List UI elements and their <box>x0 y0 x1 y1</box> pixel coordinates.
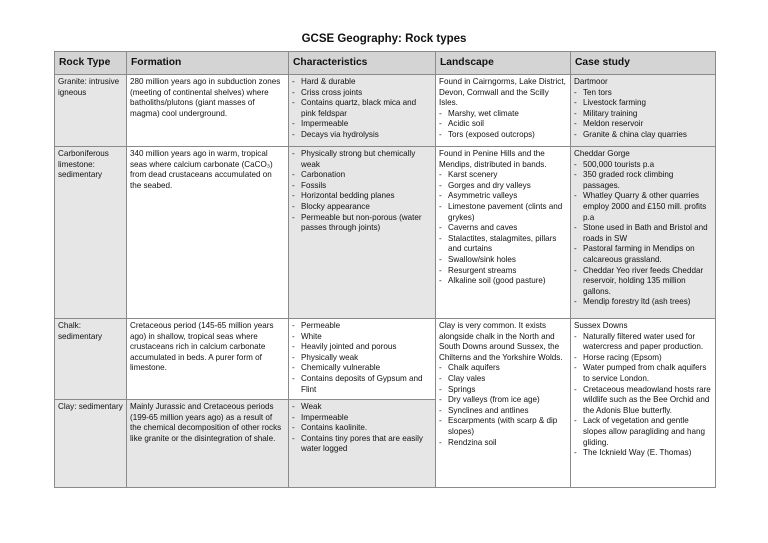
landscape-cell <box>436 147 571 319</box>
list-item: - Chemically vulnerable <box>292 363 432 374</box>
list-item: - Decays via hydrolysis <box>292 130 432 141</box>
list-item: - Clay vales <box>439 374 567 385</box>
list-item: - Physically strong but chemically weak <box>292 149 432 170</box>
case-study-cell <box>571 147 716 319</box>
list-item: - Livestock farming <box>574 98 712 109</box>
case-study-list <box>574 160 712 308</box>
characteristics-cell <box>289 400 436 488</box>
list-item: - Asymmetric valleys <box>439 191 567 202</box>
rock-type-cell: Chalk: sedimentary <box>55 319 127 400</box>
landscape-intro: Found in Penine Hills and the Mendips, distributed in bands. <box>439 149 547 169</box>
list-item: - Carbonation <box>292 170 432 181</box>
list-item: - Limestone pavement (clints and grykes) <box>439 202 567 223</box>
case-study-title: Sussex Downs <box>574 321 628 330</box>
list-item: - Heavily jointed and porous <box>292 342 432 353</box>
list-item: - Tors (exposed outcrops) <box>439 130 567 141</box>
list-item: - Criss cross joints <box>292 88 432 99</box>
list-item: - Permeable but non-porous (water passes through joints) <box>292 213 432 234</box>
list-item: - Ten tors <box>574 88 712 99</box>
formation-cell: Cretaceous period (145-65 million years ago) in shallow, tropical seas where crustaceans rich in calcium carbonate accumulated in beds. A purer form of limestone. <box>127 319 289 400</box>
list-item: - Mendip forestry ltd (ash trees) <box>574 297 712 308</box>
landscape-cell <box>436 319 571 488</box>
header-case-study: Case study <box>571 52 716 75</box>
characteristics-list <box>292 149 432 234</box>
list-item: - Water pumped from chalk aquifers to service London. <box>574 363 712 384</box>
list-item: - Meldon reservoir <box>574 119 712 130</box>
list-item: - Stalactites, stalagmites, pillars and curtains <box>439 234 567 255</box>
list-item: - Weak <box>292 402 432 413</box>
list-item: - Impermeable <box>292 119 432 130</box>
list-item: - 350 graded rock climbing passages. <box>574 170 712 191</box>
list-item: - Cheddar Yeo river feeds Cheddar reservoir, holding 135 million gallons. <box>574 266 712 298</box>
case-study-list <box>574 88 712 141</box>
landscape-intro: Clay is very common. It exists alongside chalk in the North and South Downs around Sussex, the Chilterns and the Yorkshire Wolds. <box>439 321 563 362</box>
formation-cell: 280 million years ago in subduction zones (meeting of continental shelves) where batholiths/plutons (giant masses of magma) cool underground. <box>127 75 289 147</box>
page-title: GCSE Geography: Rock types <box>301 33 467 45</box>
list-item: - Military training <box>574 109 712 120</box>
header-formation: Formation <box>127 52 289 75</box>
rock-type-cell: Granite: intrusive igneous <box>55 75 127 147</box>
list-item: - Alkaline soil (good pasture) <box>439 276 567 287</box>
list-item: - Stone used in Bath and Bristol and roads in SW <box>574 223 712 244</box>
list-item: - Contains kaolinite. <box>292 423 432 434</box>
list-item: - The Icknield Way (E. Thomas) <box>574 448 712 459</box>
list-item: - Gorges and dry valleys <box>439 181 567 192</box>
characteristics-list <box>292 321 432 395</box>
landscape-cell <box>436 75 571 147</box>
list-item: - 500,000 tourists p.a <box>574 160 712 171</box>
characteristics-list <box>292 77 432 141</box>
list-item: - Pastoral farming in Mendips on calcareous grassland. <box>574 244 712 265</box>
list-item: - Whatley Quarry & other quarries employ 2000 and £150 mill. profits p.a <box>574 191 712 223</box>
list-item: - Resurgent streams <box>439 266 567 277</box>
table-row-chalk <box>55 319 716 400</box>
list-item: - Contains quartz, black mica and pink feldspar <box>292 98 432 119</box>
list-item: - Escarpments (with scarp & dip slopes) <box>439 416 567 437</box>
list-item: - Naturally filtered water used for watercress and paper production. <box>574 332 712 353</box>
list-item: - Blocky appearance <box>292 202 432 213</box>
list-item: - Dry valleys (from ice age) <box>439 395 567 406</box>
case-study-cell <box>571 319 716 488</box>
table-row-carboniferous <box>55 147 716 319</box>
list-item: - Contains tiny pores that are easily water logged <box>292 434 432 455</box>
case-study-title: Dartmoor <box>574 77 608 86</box>
list-item: - Physically weak <box>292 353 432 364</box>
list-item: - Permeable <box>292 321 432 332</box>
header-rock-type: Rock Type <box>55 52 127 75</box>
list-item: - Marshy, wet climate <box>439 109 567 120</box>
list-item: - Springs <box>439 385 567 396</box>
list-item: - Horse racing (Epsom) <box>574 353 712 364</box>
list-item: - Granite & china clay quarries <box>574 130 712 141</box>
formation-cell: Mainly Jurassic and Cretaceous periods (199-65 million years ago) as a result of the chemical decomposition of other rocks like granite or the disintegration of shale. <box>127 400 289 488</box>
formation-cell: 340 million years ago in warm, tropical seas where calcium carbonate (CaCO₃) from dead crustaceans accumulated on the seabed. <box>127 147 289 319</box>
rock-type-cell: Carboniferous limestone: sedimentary <box>55 147 127 319</box>
list-item: - Horizontal bedding planes <box>292 191 432 202</box>
list-item: - Rendzina soil <box>439 438 567 449</box>
list-item: - Impermeable <box>292 413 432 424</box>
list-item: - Lack of vegetation and gentle slopes allow paragliding and hang gliding. <box>574 416 712 448</box>
list-item: - Caverns and caves <box>439 223 567 234</box>
case-study-cell <box>571 75 716 147</box>
header-landscape: Landscape <box>436 52 571 75</box>
rock-type-cell: Clay: sedimentary <box>55 400 127 488</box>
rock-types-table <box>54 51 716 488</box>
characteristics-cell <box>289 75 436 147</box>
landscape-intro: Found in Cairngorms, Lake District, Devon, Cornwall and the Scilly Isles. <box>439 77 566 108</box>
characteristics-cell <box>289 147 436 319</box>
case-study-title: Cheddar Gorge <box>574 149 630 158</box>
case-study-list <box>574 332 712 459</box>
header-row <box>55 52 716 75</box>
list-item: - Fossils <box>292 181 432 192</box>
list-item: - White <box>292 332 432 343</box>
list-item: - Cretaceous meadowland hosts rare wildlife such as the Bee Orchid and the Adonis Blue butterfly. <box>574 385 712 417</box>
list-item: - Acidic soil <box>439 119 567 130</box>
header-characteristics: Characteristics <box>289 52 436 75</box>
list-item: - Synclines and antlines <box>439 406 567 417</box>
landscape-list <box>439 109 567 141</box>
list-item: - Contains deposits of Gypsum and Flint <box>292 374 432 395</box>
list-item: - Hard & durable <box>292 77 432 88</box>
table-row-granite <box>55 75 716 147</box>
characteristics-cell <box>289 319 436 400</box>
list-item: - Chalk aquifers <box>439 363 567 374</box>
characteristics-list <box>292 402 432 455</box>
list-item: - Karst scenery <box>439 170 567 181</box>
landscape-list <box>439 363 567 448</box>
landscape-list <box>439 170 567 287</box>
list-item: - Swallow/sink holes <box>439 255 567 266</box>
